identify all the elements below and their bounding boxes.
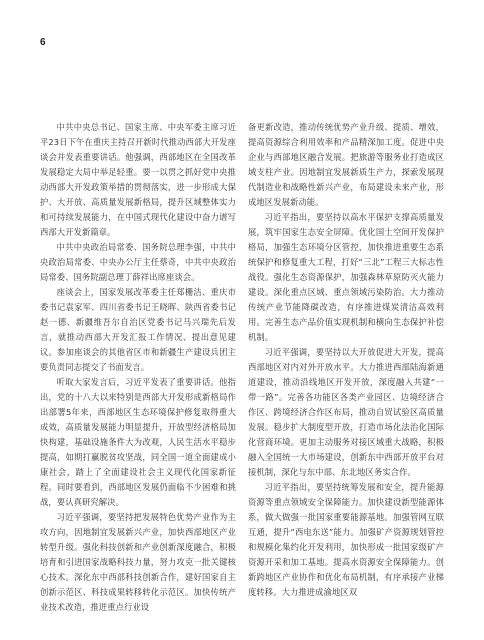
- paragraph: 习近平指出，要坚持以高水平保护支撑高质量发展，筑牢国家生态安全屏障。优化国土空间开发保护格局，加强生态环境分区管控，加快推进重要生态系统保护和修复重大工程，打好“三北”工程三大标志性战役。强化生态资源保护，加强森林草原防灭火能力建设。深化重点区域、重点领域污染防治。大力推动传统产业节能降碳改造，有序推进煤炭清洁高效利用。完善生态产品价值实现机制和横向生态保护补偿机制。: [248, 212, 444, 342]
- paragraph: 习近平强调，要坚持把发展特色优势产业作为主攻方向，因地制宜发展新兴产业，加快西部地区产业转型升级。强化科技创新和产业创新深度融合，积极培育和引进国家战略科技力量，努力攻克一批关键核心技术。深化东中西部科技创新合作，建好国家自主创新示范区、科技成果转移转化示范区。加快传统产业技术改造，推进重点行业设: [40, 512, 236, 612]
- paragraph: 习近平指出，要坚持统筹发展和安全，提升能源资源等重点领域安全保障能力。加快建设新型能源体系，做大做强一批国家重要能源基地。加强管网互联互通，提升“西电东送”能力。加强矿产资源规划管控和规模化集约化开发利用，加快形成一批国家级矿产资源开采和加工基地。提高水资源安全保障能力。创新跨地区产业协作和优化布局机制，有序承接产业梯度转移。大力推进成渝地区双: [248, 482, 444, 597]
- paragraph: 习近平强调，要坚持以大开放促进大开发，提高西部地区对内对外开放水平。大力推进西部陆海新通道建设，推动沿线地区开发开放，深度融入共建“一带一路”。完善各功能区各类产业园区、边境经济合作区、跨境经济合作区布局，推动自贸试验区高质量发展。稳步扩大制度型开放，打造市场化法治化国际化营商环境。更加主动服务对接区域重大战略，积极融入全国统一大市场建设，创新东中西部开放平台对接机制，深化与东中部、东北地区务实合作。: [248, 347, 444, 477]
- page-number: 6: [40, 37, 46, 48]
- paragraph: 座谈会上，国家发展改革委主任郑栅洁、重庆市委书记袁家军、四川省委书记王晓晖、陕西省委书记赵一德、新疆维吾尔自治区党委书记马兴瑞先后发言，就推动西部大开发汇报工作情况、提出意见建议。参加座谈会的其他省区市和新疆生产建设兵团主要负责同志提交了书面发言。: [40, 287, 236, 372]
- paragraph: 听取大家发言后，习近平发表了重要讲话。他指出，党的十八大以来特别是西部大开发形成新格局作出部署5年来，西部地区生态环境保护修复取得重大成效，高质量发展能力明显提升，开放型经济格局加快构建，基础设施条件大为改观，人民生活水平稳步提高，如期打赢脱贫攻坚战，同全国一道全面建成小康社会，踏上了全面建设社会主义现代化国家新征程。同时要看到，西部地区发展仍面临不少困难和挑战，要认真研究解决。: [40, 377, 236, 507]
- article-body: [40, 120, 444, 632]
- left-column: [40, 120, 236, 632]
- paragraph: 备更新改造，推动传统优势产业升级、提质、增效，提高资源综合利用效率和产品精深加工度。促进中央企业与西部地区融合发展。把旅游等服务业打造成区域支柱产业。因地制宜发展新质生产力，探索发展现代制造业和战略性新兴产业，布局建设未来产业，形成地区发展新动能。: [248, 122, 444, 207]
- paragraph: 中共中央政治局常委、国务院总理李强，中共中央政治局常委、中央办公厅主任蔡奇，中共中央政治局常委、国务院副总理丁薛祥出席座谈会。: [40, 242, 236, 282]
- right-column: [248, 120, 444, 632]
- paragraph: 中共中央总书记、国家主席、中央军委主席习近平23日下午在重庆主持召开新时代推动西部大开发座谈会并发表重要讲话。他强调，西部地区在全国改革发展稳定大局中举足轻重。要一以贯之抓好党中央推动西部大开发政策举措的贯彻落实，进一步形成大保护、大开放、高质量发展新格局，提升区域整体实力和可持续发展能力，在中国式现代化建设中奋力谱写西部大开发新篇章。: [40, 122, 236, 237]
